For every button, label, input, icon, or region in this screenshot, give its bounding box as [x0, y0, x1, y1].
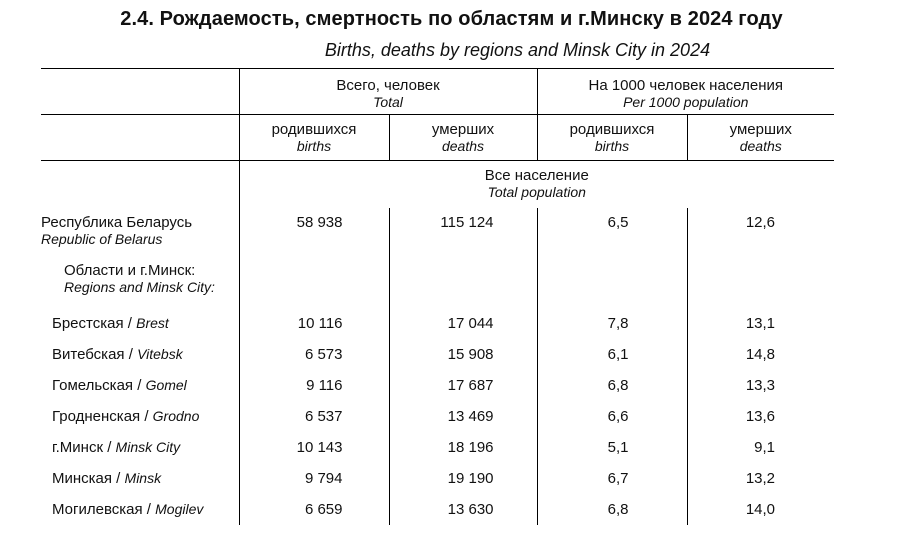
page-title: 2.4. Рождаемость, смертность по областям и г.Минску в 2024 году: [120, 8, 783, 30]
cell-births-total: 10 116: [239, 308, 389, 339]
cell-deaths-total: 17 044: [389, 308, 537, 339]
header-births-rate-ru: родившихся: [569, 121, 655, 138]
cell-births-total: 6 659: [239, 494, 389, 525]
row-label-en: Vitebsk: [137, 345, 183, 362]
row-label-ru: Брестская: [52, 314, 124, 332]
row-label-ru: Гомельская: [52, 376, 134, 394]
row-label-en: Minsk City: [115, 438, 181, 455]
cell-births-total: 9 116: [239, 370, 389, 401]
row-label-ru: Гродненская: [52, 407, 141, 425]
cell-deaths-rate: 14,0: [687, 494, 834, 525]
header-deaths-rate-en: deaths: [739, 138, 782, 154]
cell-deaths-rate: 13,2: [687, 463, 834, 494]
row-label: Гомельская / Gomel: [52, 376, 187, 394]
header-group-total-en: Total: [373, 94, 403, 110]
header-births-en: births: [296, 138, 332, 154]
cell-births-rate: 6,8: [537, 494, 687, 525]
row-label-ru: г.Минск: [52, 438, 104, 456]
header-group-per1000: [537, 69, 834, 115]
cell-deaths-total: 115 124: [389, 208, 537, 258]
header-births-total: [239, 115, 389, 161]
table-row: [41, 463, 834, 494]
cell-births-total: 58 938: [239, 208, 389, 258]
cell-deaths-rate: 12,6: [687, 208, 834, 258]
row-label: Гродненская / Grodno: [52, 407, 200, 425]
cell-deaths-rate: 14,8: [687, 339, 834, 370]
cell-deaths-total: 19 190: [389, 463, 537, 494]
cell-deaths-total: 18 196: [389, 432, 537, 463]
cell-births-rate: 6,8: [537, 370, 687, 401]
row-label-ru: Могилевская: [52, 500, 143, 518]
cell-births-total: 10 143: [239, 432, 389, 463]
cell-deaths-rate: 13,6: [687, 401, 834, 432]
row-label-en: Gomel: [145, 376, 187, 393]
header-row-columns: [41, 115, 834, 161]
header-births-ru: родившихся: [271, 121, 357, 138]
row-label-republic: [41, 208, 239, 258]
header-births-rate-en: births: [594, 138, 630, 154]
table-row: [41, 432, 834, 463]
cell-births-rate: 5,1: [537, 432, 687, 463]
row-label: Минская / Minsk: [52, 469, 162, 487]
row-label-en: Brest: [136, 314, 169, 331]
table-row: [41, 401, 834, 432]
statistics-table: [41, 68, 834, 525]
row-label-en: Mogilev: [155, 500, 204, 517]
table-row: [41, 339, 834, 370]
table-row: [41, 308, 834, 339]
cell-births-rate: 6,5: [537, 208, 687, 258]
row-label: Брестская / Brest: [52, 314, 169, 332]
cell-births-rate: 7,8: [537, 308, 687, 339]
regions-heading-row: [41, 258, 834, 308]
header-group-total-ru: Всего, человек: [336, 77, 440, 94]
cell-deaths-total: 13 630: [389, 494, 537, 525]
republic-ru: Республика Беларусь: [41, 213, 193, 231]
header-deaths-ru: умерших: [431, 121, 495, 138]
row-label-en: Grodno: [152, 407, 200, 424]
cell-births-total: 9 794: [239, 463, 389, 494]
cell-deaths-rate: 13,1: [687, 308, 834, 339]
cell-births-total: 6 537: [239, 401, 389, 432]
section-label-ru: Все население: [484, 167, 589, 184]
regions-heading: [41, 258, 239, 308]
header-deaths-rate: [687, 115, 834, 161]
cell-deaths-rate: 9,1: [687, 432, 834, 463]
table-row-republic: [41, 208, 834, 258]
cell-deaths-rate: 13,3: [687, 370, 834, 401]
header-group-per1000-en: Per 1000 population: [623, 94, 749, 110]
section-label: [239, 161, 834, 208]
row-label: Могилевская / Mogilev: [52, 500, 204, 518]
header-corner-cell: [41, 69, 239, 115]
cell-deaths-total: 13 469: [389, 401, 537, 432]
row-label-ru: Витебская: [52, 345, 125, 363]
section-row: [41, 161, 834, 208]
page-subtitle: Births, deaths by regions and Minsk City in 2024: [324, 40, 711, 60]
header-deaths-rate-ru: умерших: [729, 121, 792, 138]
cell-births-rate: 6,6: [537, 401, 687, 432]
cell-births-rate: 6,7: [537, 463, 687, 494]
cell-deaths-total: 17 687: [389, 370, 537, 401]
cell-births-total: 6 573: [239, 339, 389, 370]
row-label: г.Минск / Minsk City: [52, 438, 181, 456]
header-row-groups: [41, 69, 834, 115]
header-corner-cell-2: [41, 115, 239, 161]
cell-births-rate: 6,1: [537, 339, 687, 370]
cell-deaths-total: 15 908: [389, 339, 537, 370]
header-deaths-total: [389, 115, 537, 161]
section-label-en: Total population: [487, 184, 586, 200]
header-group-per1000-ru: На 1000 человек населения: [588, 77, 784, 94]
header-births-rate: [537, 115, 687, 161]
table-row: [41, 494, 834, 525]
republic-en: Republic of Belarus: [41, 230, 163, 247]
row-label-en: Minsk: [124, 469, 162, 486]
header-group-total: [239, 69, 537, 115]
header-deaths-en: deaths: [441, 138, 485, 154]
regions-heading-ru: Области и г.Минск:: [64, 261, 196, 279]
row-label: Витебская / Vitebsk: [52, 345, 183, 363]
table-row: [41, 370, 834, 401]
regions-heading-en: Regions and Minsk City:: [64, 278, 215, 295]
row-label-ru: Минская: [52, 469, 113, 487]
